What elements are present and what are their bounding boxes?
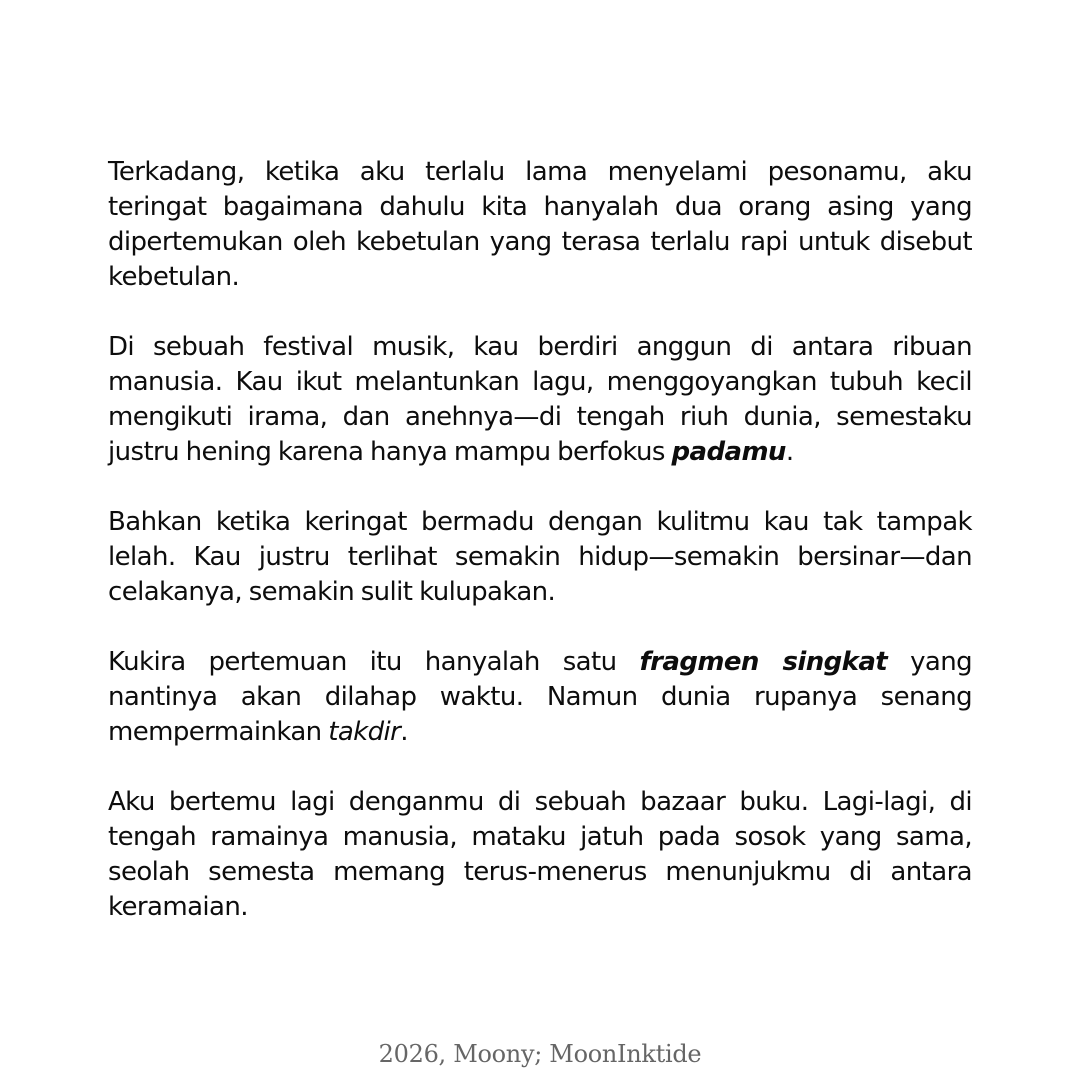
paragraph-1-text: Terkadang, ketika aku terlalu lama menyelami pesonamu, aku teringat bagaimana dahulu kita hanyalah dua orang asing yang dipertemukan oleh kebetulan yang terasa terlalu rapi untuk disebut kebetulan. — [108, 157, 972, 292]
paragraph-5-text: Aku bertemu lagi denganmu di sebuah bazaar buku. Lagi-lagi, di tengah ramainya manusia, mataku jatuh pada sosok yang sama, seolah semesta memang terus-menerus menunjukmu di antara keramaian. — [108, 787, 972, 922]
emphasis-takdir: takdir — [328, 717, 401, 747]
paragraph-3 — [108, 505, 972, 610]
author-credit: 2026, Moony; MoonInktide — [378, 1040, 702, 1068]
paragraph-2-end: . — [785, 437, 794, 467]
paragraph-2-text: Di sebuah festival musik, kau berdiri anggun di antara ribuan manusia. Kau ikut melantunkan lagu, menggoyangkan tubuh kecil mengikuti irama, dan anehnya—di tengah riuh dunia, semestaku justru hening karena hanya mampu berfokus — [108, 332, 972, 467]
paragraph-4-end: . — [400, 717, 408, 747]
emphasis-padamu: padamu — [671, 437, 786, 467]
paragraph-5 — [108, 785, 972, 925]
paragraph-1 — [108, 155, 972, 295]
emphasis-fragmen-singkat: fragmen singkat — [639, 647, 888, 677]
paragraph-4 — [108, 645, 972, 750]
story-body — [108, 155, 972, 960]
paragraph-4-middle: yang nantinya akan dilahap waktu. Namun dunia rupanya senang mempermainkan — [108, 647, 972, 747]
paragraph-4-text: Kukira pertemuan itu hanyalah satu — [108, 647, 640, 677]
paragraph-3-text: Bahkan ketika keringat bermadu dengan kulitmu kau tak tampak lelah. Kau justru terlihat semakin hidup—semakin bersinar—dan celakanya, semakin sulit kulupakan. — [108, 507, 972, 607]
paragraph-2 — [108, 330, 972, 470]
